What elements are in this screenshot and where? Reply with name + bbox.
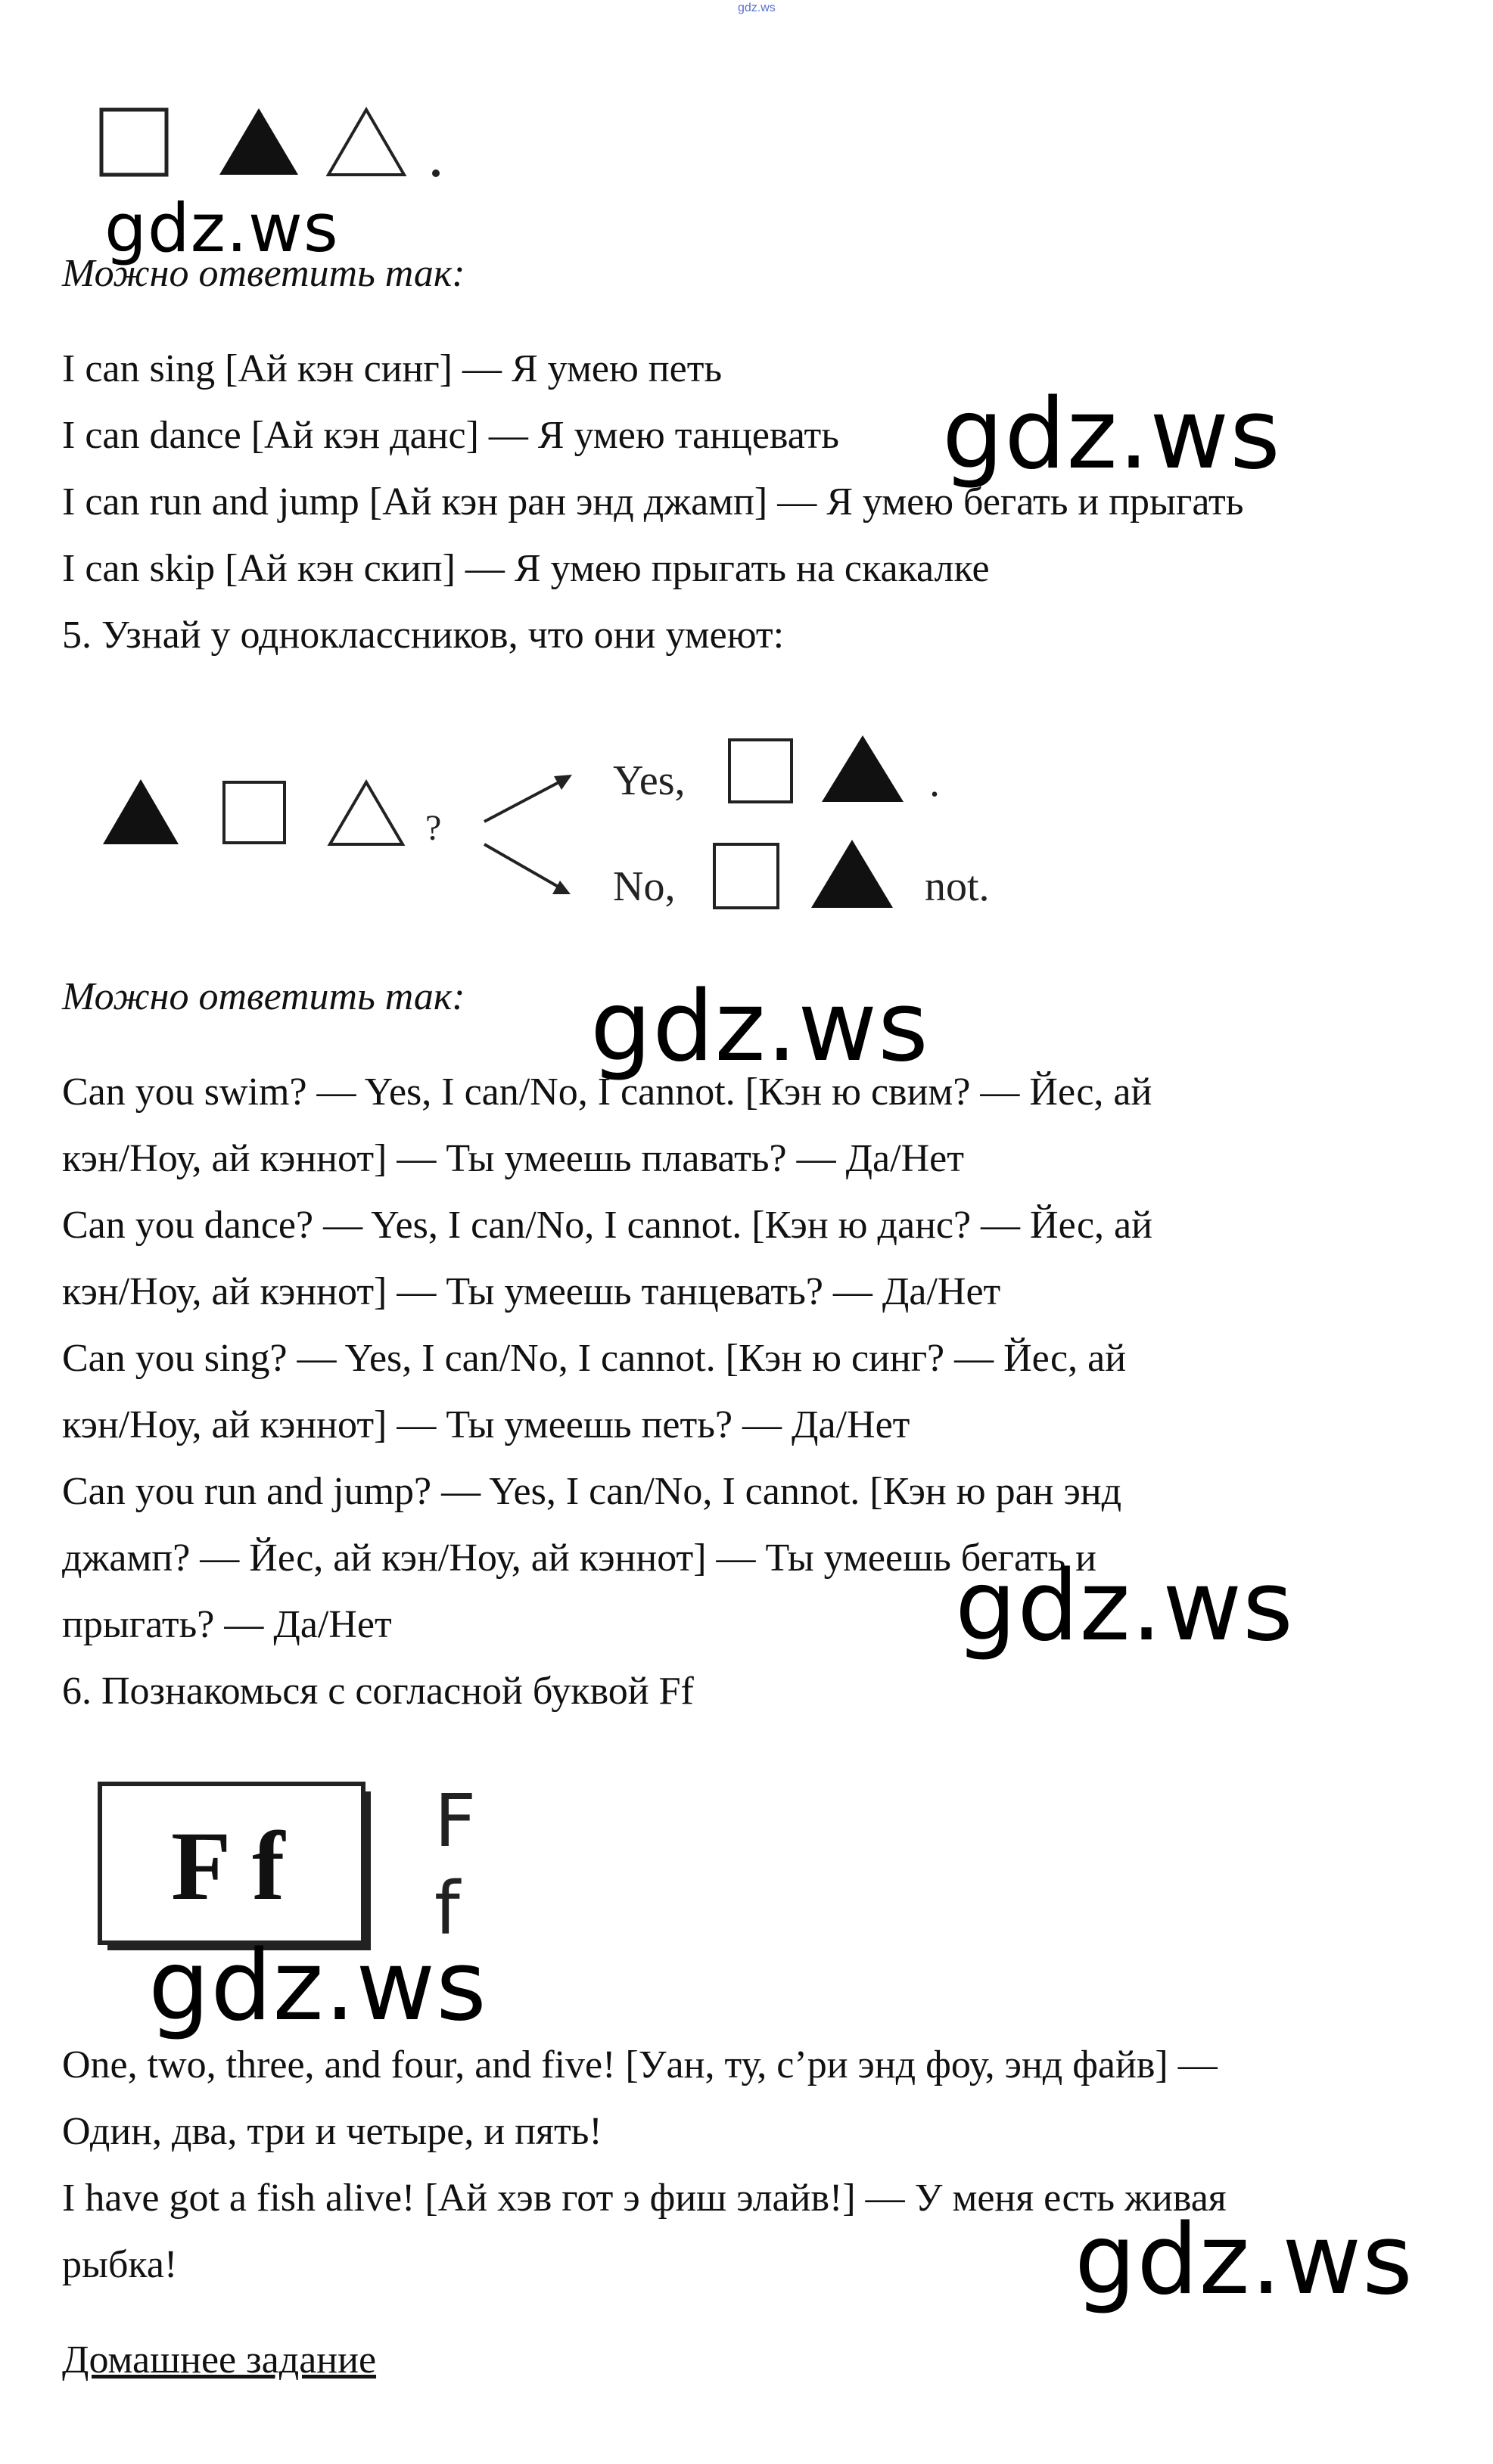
text-line: I can skip [Ай кэн скип] — Я умею прыгать на скакалке (62, 547, 990, 590)
not-label: not. (925, 863, 990, 910)
watermark: gdz.ws (955, 1550, 1294, 1663)
watermark: gdz.ws (104, 189, 339, 267)
no-label: No, (613, 863, 676, 910)
filled-triangle-icon (811, 840, 893, 908)
period: . (929, 759, 940, 806)
text-line: кэн/Ноу, ай кэннот] — Ты умеешь плавать? — Да/Нет (62, 1137, 964, 1180)
text-line: I can sing [Ай кэн синг] — Я умею петь (62, 347, 723, 390)
outline-triangle-icon (328, 110, 404, 175)
text-line: Один, два, три и четыре, и пять! (62, 2110, 602, 2153)
text-line: Can you dance? — Yes, I can/No, I cannot. [Кэн ю данс? — Йес, ай (62, 1204, 1152, 1247)
text-line: I can run and jump [Ай кэн ран энд джамп] — Я умею бегать и прыгать (62, 480, 1244, 524)
filled-triangle-icon (219, 108, 298, 175)
letter-card-text: F f (171, 1812, 285, 1921)
homework-link[interactable]: Домашнее задание (62, 2338, 377, 2382)
symbols-figure-top (91, 95, 454, 185)
answer-intro: Можно ответить так: (62, 975, 465, 1018)
watermark: gdz.ws (942, 378, 1281, 491)
site-mark: gdz.ws (738, 2, 776, 14)
arrow-up-line (484, 778, 568, 822)
square-icon (101, 110, 166, 175)
question-answer-figure (91, 696, 1029, 923)
square-icon (714, 844, 778, 908)
text-line: Can you sing? — Yes, I can/No, I cannot. [Кэн ю синг? — Йес, ай (62, 1337, 1127, 1380)
watermark: gdz.ws (1075, 2204, 1414, 2316)
arrow-down-head (552, 881, 571, 894)
period-dot (432, 169, 440, 177)
text-line: One, two, three, and four, and five! [Уан, ту, с’ри энд фоу, энд файв] — (62, 2043, 1218, 2086)
text-line: I can dance [Ай кэн данс] — Я умею танцевать (62, 414, 839, 457)
task-heading: 5. Узнай у одноклассников, что они умеют: (62, 614, 785, 657)
watermark: gdz.ws (590, 971, 929, 1083)
text-line: Can you run and jump? — Yes, I can/No, I cannot. [Кэн ю ран энд (62, 1470, 1122, 1513)
square-icon (224, 782, 285, 843)
letter-lower: f (434, 1866, 460, 1951)
text-line: рыбка! (62, 2243, 178, 2286)
text-line: джамп? — Йес, ай кэн/Ноу, ай кэннот] — Ты умеешь бегать и (62, 1537, 1096, 1580)
watermark: gdz.ws (148, 1930, 487, 2043)
text-line: I have got a fish alive! [Ай хэв гот э фиш элайв!] — У меня есть живая (62, 2177, 1227, 2220)
text-line: кэн/Ноу, ай кэннот] — Ты умеешь петь? — Да/Нет (62, 1403, 910, 1446)
text-line: Can you swim? — Yes, I can/No, I cannot. [Кэн ю свим? — Йес, ай (62, 1070, 1152, 1114)
letter-upper: F (434, 1779, 477, 1863)
filled-triangle-icon (822, 735, 904, 802)
outline-triangle-icon (330, 782, 403, 844)
task-heading: 6. Познакомься с согласной буквой Ff (62, 1670, 694, 1713)
question-mark: ? (425, 808, 442, 848)
square-icon (729, 740, 792, 802)
arrow-down-line (484, 844, 566, 891)
text-line: кэн/Ноу, ай кэннот] — Ты умеешь танцевать? — Да/Нет (62, 1270, 1001, 1313)
text-line: прыгать? — Да/Нет (62, 1603, 392, 1646)
answer-intro: Можно ответить так: (62, 252, 465, 295)
yes-label: Yes, (613, 757, 686, 804)
filled-triangle-icon (103, 779, 179, 844)
